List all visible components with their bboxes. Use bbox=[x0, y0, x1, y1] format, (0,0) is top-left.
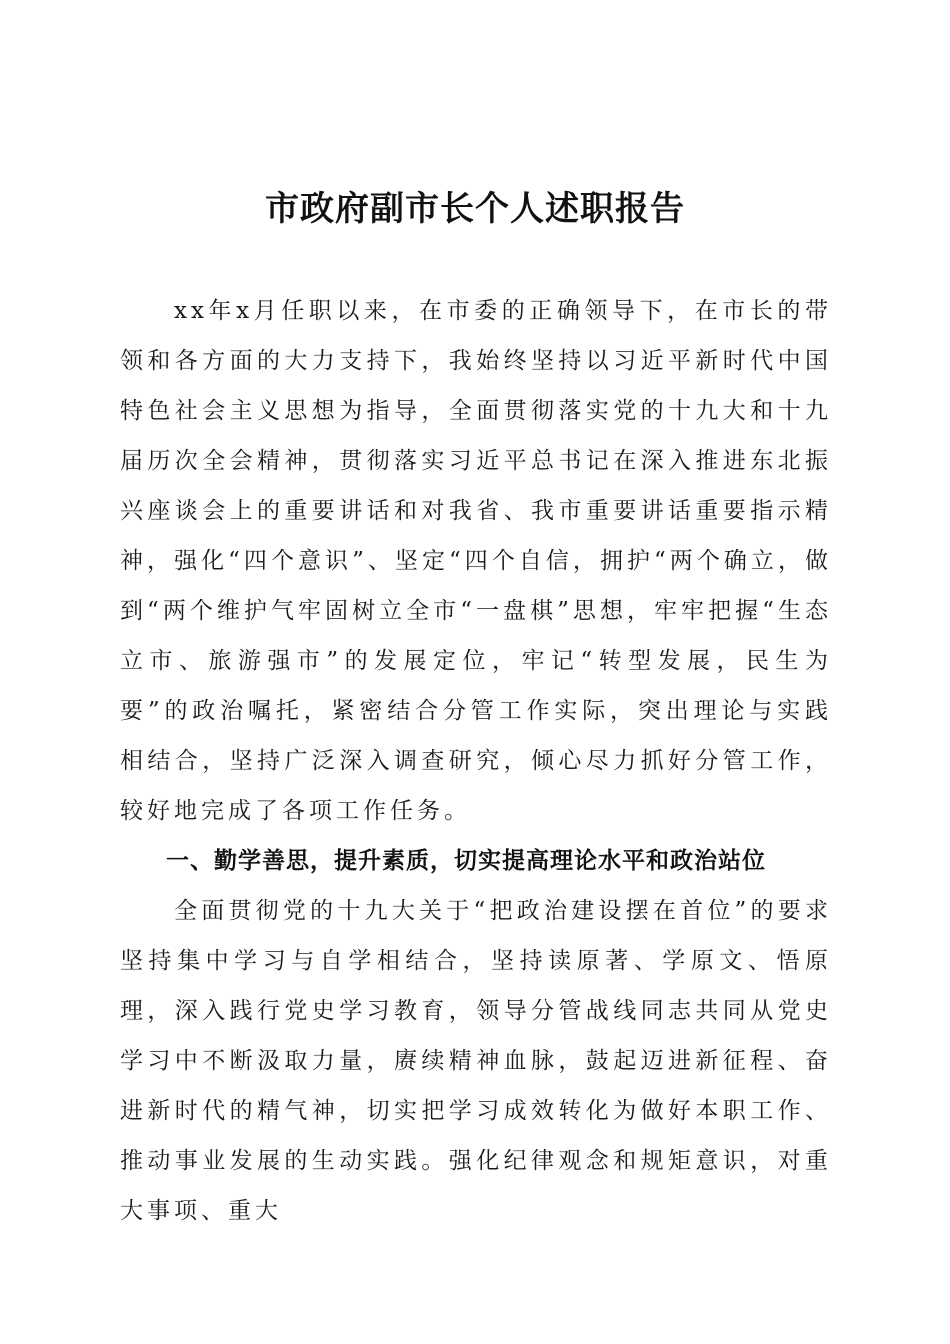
document-title: 市政府副市长个人述职报告 bbox=[265, 189, 685, 229]
section-paragraph: 全面贯彻党的十九大关于“把政治建设摆在首位”的要求坚持集中学习与自学相结合，坚持读原著、学原文、悟原理，深入践行党史学习教育，领导分管战线同志共同从党史学习中不断汲取力量，赓续精神血脉，鼓起迈进新征程、奋进新时代的精气神，切实把学习成效转化为做好本职工作、推动事业发展的生动实践。强化纪律观念和规矩意识，对重大事项、重大 bbox=[120, 898, 832, 1224]
document-body bbox=[120, 286, 832, 1236]
intro-paragraph: xx年x月任职以来，在市委的正确领导下，在市长的带领和各方面的大力支持下，我始终坚持以习近平新时代中国特色社会主义思想为指导，全面贯彻落实党的十九大和十九届历次全会精神，贯彻落实习近平总书记在深入推进东北振兴座谈会上的重要讲话和对我省、我市重要讲话重要指示精神，强化“四个意识”、坚定“四个自信，拥护“两个确立，做到“两个维护气牢固树立全市“一盘棋”思想，牢牢把握“生态立市、旅游强市”的发展定位，牢记“转型发展，民生为要”的政治嘱托，紧密结合分管工作实际，突出理论与实践相结合，坚持广泛深入调查研究，倾心尽力抓好分管工作，较好地完成了各项工作任务。 bbox=[120, 298, 832, 824]
section-heading: 一、勤学善思，提升素质，切实提高理论水平和政治站位 bbox=[166, 848, 766, 874]
